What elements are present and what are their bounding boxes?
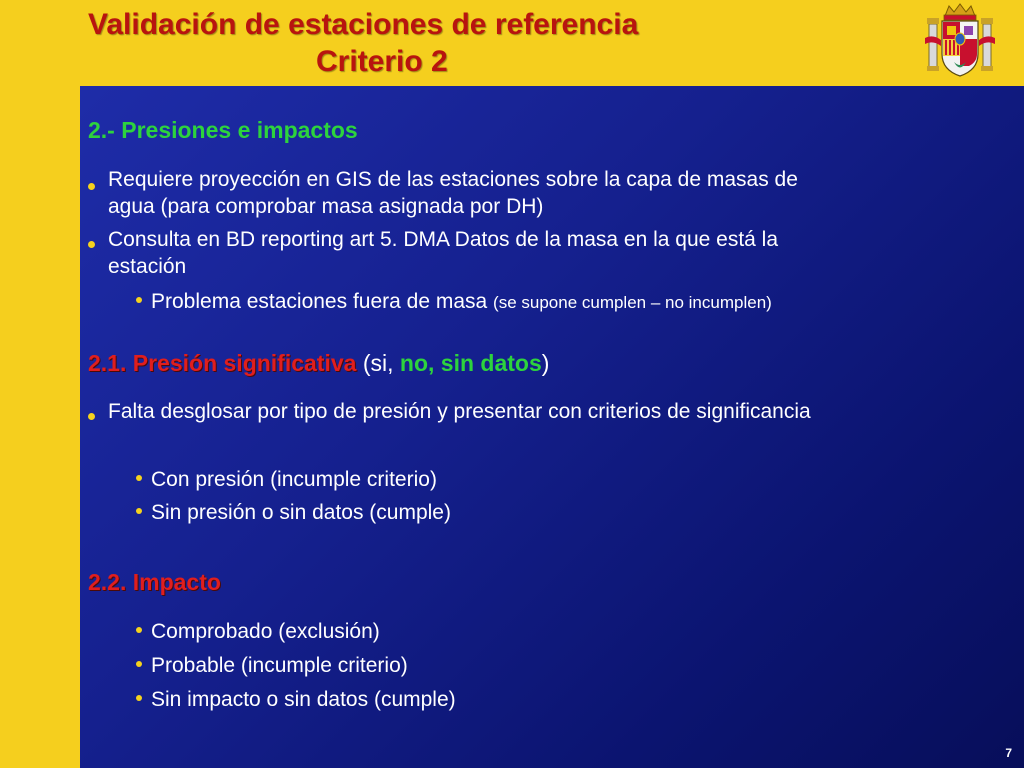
section-heading-impacto: 2.2. Impacto — [88, 569, 221, 595]
bullet-dot — [88, 183, 95, 190]
bullet-text-line: estación — [108, 255, 187, 278]
section-heading-presiones: 2.- Presiones e impactos — [88, 117, 358, 143]
subbullet-dot — [136, 297, 142, 303]
title-area — [0, 0, 1024, 86]
bullet-text-line: Requiere proyección en GIS de las estaciones sobre la capa de masas de — [108, 168, 798, 191]
content-panel — [80, 86, 1024, 768]
subbullet-text — [151, 288, 772, 316]
subbullet-text: Con presión (incumple criterio) — [151, 468, 437, 491]
subbullet-text: Comprobado (exclusión) — [151, 620, 380, 643]
page-number: 7 — [1005, 746, 1012, 760]
bullet-dot — [88, 413, 95, 420]
subbullet-dot — [136, 695, 142, 701]
subbullet-dot — [136, 627, 142, 633]
bullet-text-line: Falta desglosar por tipo de presión y presentar con criterios de significancia — [108, 400, 811, 423]
subbullet-dot — [136, 475, 142, 481]
heading-close: ) — [541, 350, 550, 376]
section-heading-presion-significativa — [88, 350, 549, 377]
heading-main: 2.1. Presión significativa — [88, 350, 357, 376]
heading-options: no, sin datos — [399, 350, 542, 376]
subbullet-text: Sin impacto o sin datos (cumple) — [151, 688, 456, 711]
subbullet-text: Sin presión o sin datos (cumple) — [151, 501, 451, 524]
subbullet-text: Probable (incumple criterio) — [151, 654, 408, 677]
left-yellow-band — [0, 86, 80, 768]
subbullet-main: Problema estaciones fuera de masa — [151, 290, 488, 313]
bullet-text-line: agua (para comprobar masa asignada por DH) — [108, 195, 544, 218]
slide-title-line-2: Criterio 2 — [316, 45, 448, 78]
heading-open: (si, — [356, 350, 400, 376]
slide-title-line-1: Validación de estaciones de referencia — [88, 8, 639, 41]
subbullet-dot — [136, 508, 142, 514]
subbullet-note: (se supone cumplen – no incumplen) — [493, 293, 772, 312]
spain-coat-of-arms-icon — [925, 2, 995, 80]
bullet-text-line: Consulta en BD reporting art 5. DMA Datos de la masa en la que está la — [108, 228, 779, 251]
bullet-dot — [88, 241, 95, 248]
subbullet-dot — [136, 661, 142, 667]
